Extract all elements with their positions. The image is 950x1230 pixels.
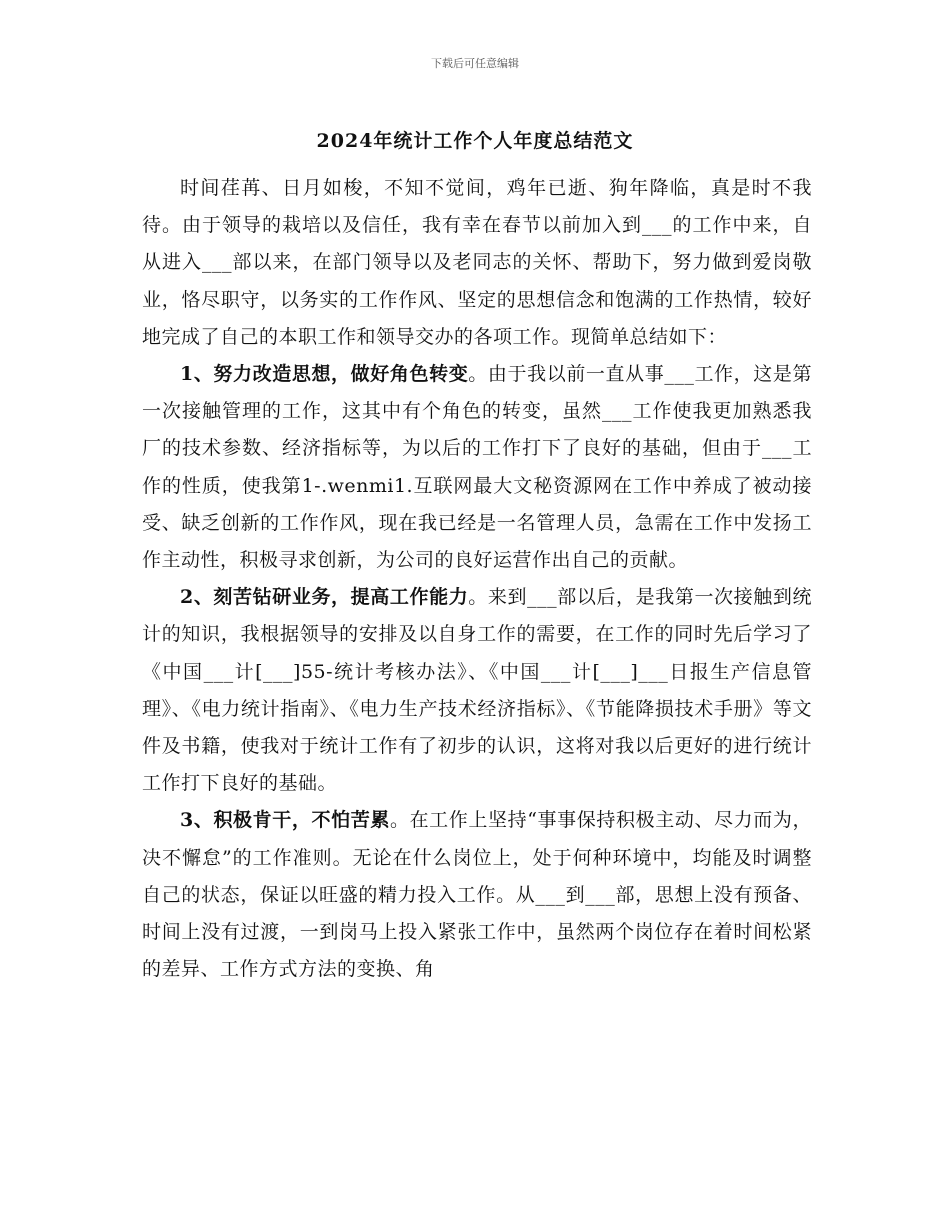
section-paragraph-3 [142,802,812,988]
intro-paragraph: 时间荏苒、日月如梭，不知不觉间，鸡年已逝、狗年降临，真是时不我待。由于领导的栽培以及信任，我有幸在春节以前加入到___的工作中来，自从进入___部以来，在部门领导以及老同志的关怀、帮助下，努力做到爱岗敬业，恪尽职守，以务实的工作作风、坚定的思想信念和饱满的工作热情，较好地完成了自己的本职工作和领导交办的各项工作。现简单总结如下： [142,177,812,348]
document-title: 2024年统计工作个人年度总结范文 [316,130,634,152]
section-paragraph-1 [142,356,812,579]
page-header: 下载后可任意编辑 [431,57,519,70]
section-heading-1: 1、努力改造思想，做好角色转变 [180,363,469,386]
section-heading-2: 2、刻苦钻研业务，提高工作能力 [180,586,469,609]
section-text-3: 。在工作上坚持“事事保持积极主动、尽力而为，决不懈怠”的工作准则。无论在什么岗位上，处于何种环境中，均能及时调整自己的状态，保证以旺盛的精力投入工作。从___到___部，思想上没有预备、时间上没有过渡，一到岗马上投入紧张工作中，虽然两个岗位存在着时间松紧的差异、工作方式方法的变换、角 [142,809,812,981]
section-text-1: 。由于我以前一直从事___工作，这是第一次接触管理的工作，这其中有个角色的转变，虽然___工作使我更加熟悉我厂的技术参数、经济指标等，为以后的工作打下了良好的基础，但由于___工作的性质，使我第1-.wenmi1.互联网最大文秘资源网在工作中养成了被动接受、缺乏创新的工作作风，现在我已经是一名管理人员，急需在工作中发扬工作主动性，积极寻求创新，为公司的良好运营作出自己的贡献。 [142,363,812,572]
section-text-2: 。来到___部以后，是我第一次接触到统计的知识，我根据领导的安排及以自身工作的需要，在工作的同时先后学习了《中国___计[___]55-统计考核办法》、《中国___计[___]___日报生产信息管理》、《电力统计指南》、《电力生产技术经济指标》、《节能降损技术手册》等文件及书籍，使我对于统计工作有了初步的认识，这将对我以后更好的进行统计工作打下良好的基础。 [142,586,812,795]
document-body [142,170,812,988]
section-heading-3: 3、积极肯干，不怕苦累 [180,809,390,832]
section-paragraph-2 [142,579,812,802]
